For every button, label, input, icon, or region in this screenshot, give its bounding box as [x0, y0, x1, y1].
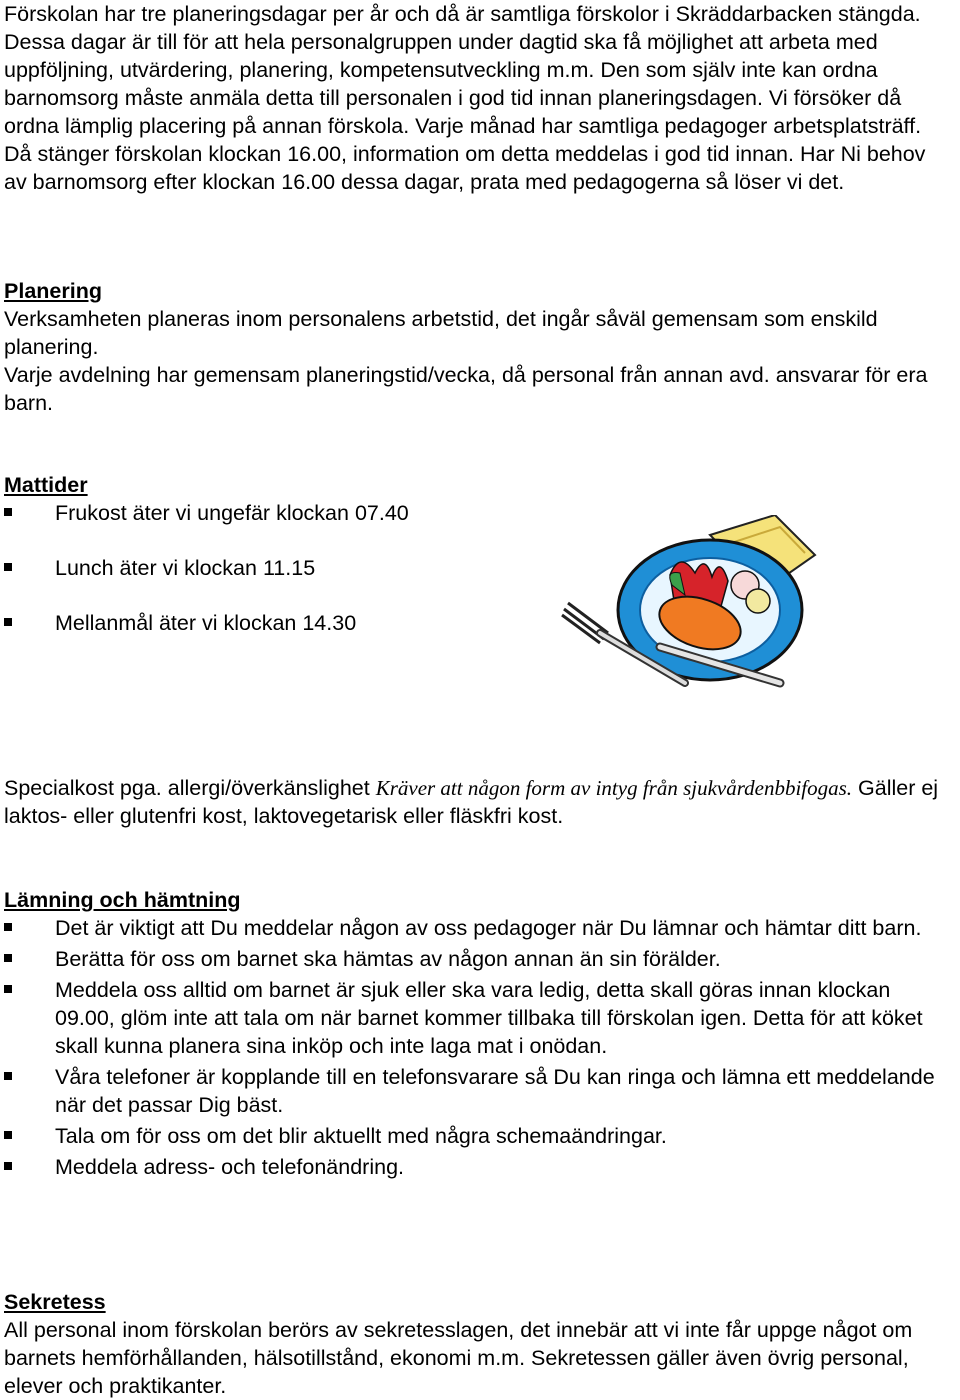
planering-paragraph-1: Verksamheten planeras inom personalens arbetstid, det ingår såväl gemensam som enskild planering.	[4, 307, 878, 359]
list-item: Frukost äter vi ungefär klockan 07.40	[4, 499, 954, 554]
list-item: Våra telefoner är kopplande till en telefonsvarare så Du kan ringa och lämna ett meddelande när det passar Dig bäst.	[4, 1063, 954, 1119]
intro-paragraph: Förskolan har tre planeringsdagar per år och då är samtliga förskolor i Skräddarbacken stängda. Dessa dagar är till för att hela personalgruppen under dagtid ska få möjlighet att arbeta med uppföljning, utvärdering, planering, kompetensutveckling m.m. Den som själv inte kan ordna barnomsorg måste anmäla detta till personalen i god tid innan planeringsdagen. Vi försöker då ordna lämplig placering på annan förskola. Varje månad har samtliga pedagoger arbetsplatsträff. Då stänger förskolan klockan 16.00, information om detta meddelas i god tid innan. Har Ni behov av barnomsorg efter klockan 16.00 dessa dagar, prata med pedagogerna så löser vi det.	[4, 2, 926, 194]
planering-heading: Planering	[4, 279, 102, 303]
plate-with-food-illustration	[560, 515, 820, 695]
planering-paragraph-2: Varje avdelning har gemensam planeringstid/vecka, då personal från annan avd. ansvarar för era barn.	[4, 363, 928, 415]
list-item: Mellanmål äter vi klockan 14.30	[4, 609, 954, 664]
specialkost-tail: Gäller ej laktos- eller glutenfri kost, laktovegetarisk eller fläskfri kost.	[4, 776, 939, 828]
lamning-section	[4, 886, 954, 1184]
specialkost-section	[4, 774, 954, 830]
list-item: Meddela adress- och telefonändring.	[4, 1153, 954, 1181]
sekretess-paragraph: All personal inom förskolan berörs av sekretesslagen, det innebär att vi inte får uppge något om barnets hemförhållanden, hälsotillstånd, ekonomi m.m. Sekretessen gäller även övrig personal, elever och praktikanter.	[4, 1318, 913, 1398]
lamning-list	[4, 914, 954, 1181]
specialkost-paragraph	[4, 774, 954, 830]
planering-section	[4, 277, 954, 417]
lamning-heading: Lämning och hämtning	[4, 888, 241, 912]
list-item: Det är viktigt att Du meddelar någon av oss pedagoger när Du lämnar och hämtar ditt barn.	[4, 914, 954, 942]
intro-section	[4, 0, 954, 196]
list-item: Berätta för oss om barnet ska hämtas av någon annan än sin förälder.	[4, 945, 954, 973]
specialkost-lead: Specialkost pga. allergi/överkänslighet	[4, 776, 376, 800]
specialkost-italic: Kräver att någon form av intyg från sjukvårdenbbifogas.	[375, 776, 853, 800]
list-item: Tala om för oss om det blir aktuellt med några schemaändringar.	[4, 1122, 954, 1150]
sekretess-heading: Sekretess	[4, 1290, 106, 1314]
list-item: Meddela oss alltid om barnet är sjuk eller ska vara ledig, detta skall göras innan klockan 09.00, glöm inte att tala om när barnet kommer tillbaka till förskolan igen. Detta för att köket skall kunna planera sina inköp och inte laga mat i onödan.	[4, 976, 954, 1060]
sekretess-section	[4, 1288, 954, 1400]
list-item: Lunch äter vi klockan 11.15	[4, 554, 954, 609]
mattider-heading: Mattider	[4, 473, 88, 497]
